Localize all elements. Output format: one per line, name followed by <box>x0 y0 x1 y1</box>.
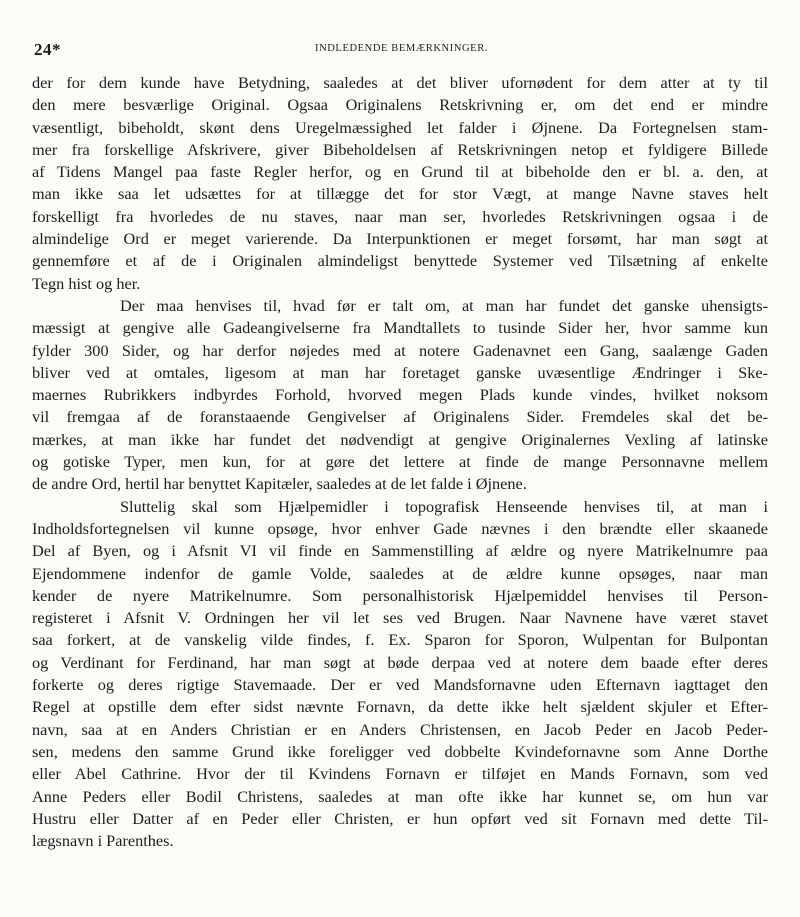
text-line: Regel at opstille dem efter sidst nævnte Fornavn, da dette ikke helt sjældent skjuler et Efter- <box>32 697 768 717</box>
text-line: mer fra forskellige Afskrivere, giver Bibeholdelsen af Retskrivningen netop et fyldigere Billede <box>32 139 768 159</box>
text-line: almindelige Ord er meget varierende. Da Interpunktionen er meget forsømt, har man søgt at <box>32 229 768 249</box>
paragraph-first-line: Der maa henvises til, hvad før er talt om, at man har fundet det ganske uhensigts- <box>120 295 768 315</box>
text-line: den mere besværlige Original. Ogsaa Originalens Retskrivning er, om det end er mindre <box>32 95 768 115</box>
text-line: fylder 300 Sider, og har derfor nøjedes med at notere Gadenavnet een Gang, saalænge Gaden <box>32 340 768 360</box>
text-line: Ejendommene indenfor de gamle Volde, saaledes at de ældre kunne opsøges, naar man <box>32 563 768 583</box>
text-line: kender de nyere Matrikelnumre. Som personalhistorisk Hjælpemiddel henvises til Person- <box>32 585 768 605</box>
page-number: 24* <box>34 40 61 59</box>
text-line: væsentligt, bibeholdt, skønt dens Uregelmæssighed let falder i Øjnene. Da Fortegnelsen stam- <box>32 117 768 137</box>
text-line: vil fremgaa af de foranstaaende Gengivelser af Originalens Sider. Fremdeles skal det be- <box>32 407 768 427</box>
text-line: forkerte og deres rigtige Stavemaade. Der er ved Mandsfornavne uden Efternavn iagttaget den <box>32 675 768 695</box>
text-line: mærkes, at man ikke har fundet det nødvendigt at gengive Originalernes Vexling af latinske <box>32 429 768 449</box>
paragraph-end-line: de andre Ord, hertil har benyttet Kapitæler, saaledes at de let falde i Øjnene. <box>32 474 527 494</box>
text-line: Hustru eller Datter af en Peder eller Christen, er hun opført ved sit Fornavn med dette Til- <box>32 808 768 828</box>
text-line: maernes Rubrikkers indbyrdes Forhold, hvorved megen Plads kunde vindes, hvilket noksom <box>32 385 768 405</box>
text-line: Del af Byen, og i Afsnit VI vil finde en Sammenstilling af ældre og nyere Matrikelnumre paa <box>32 541 768 561</box>
running-head: INDLEDENDE BEMÆRKNINGER. <box>314 43 489 54</box>
text-line: der for dem kunde have Betydning, saaledes at det bliver ufornødent for dem atter at ty til <box>32 73 768 92</box>
text-line: Anne Peders eller Bodil Christens, saaledes at man ofte ikke har kunnet se, om hun var <box>32 786 768 806</box>
paragraph-first-line: Sluttelig skal som Hjælpemidler i topografisk Henseende henvises til, at man i <box>120 496 768 516</box>
text-line: man ikke saa let udsættes for at tillægge det for stor Vægt, at mange Navne staves helt <box>32 184 768 204</box>
text-line: og Verdinant for Ferdinand, har man søgt at bøde derpaa ved at notere dem baade efter deres <box>32 652 768 672</box>
text-line: registeret i Afsnit V. Ordningen her vil let ses ved Brugen. Naar Navnene have været stavet <box>32 608 768 628</box>
paragraph-end-line: lægsnavn i Parenthes. <box>32 831 174 851</box>
paragraph-end-line: Tegn hist og her. <box>32 273 141 293</box>
text-line: sen, medens den samme Grund ikke foreligger ved dobbelte Kvindefornavne som Anne Dorthe <box>32 741 768 761</box>
text-line: forskelligt fra hvorledes de nu staves, naar man ser, hvorledes Retskrivningen ogsaa i de <box>32 206 768 226</box>
text-line: af Tidens Mangel paa faste Regler herfor, og en Grund til at bibeholde den er bl. a. den, at <box>32 162 768 182</box>
text-line: gennemføre et af de i Originalen almindeligst benyttede Systemer ved Tilsætning af enkelte <box>32 251 768 271</box>
text-line: Indholdsfortegnelsen vil kunne opsøge, hvor enhver Gade nævnes i den brændte eller skaanede <box>32 518 768 538</box>
text-line: bliver ved at omtales, ligesom at man har foretaget ganske uvæsentlige Ændringer i Ske- <box>32 362 768 382</box>
text-line: og gotiske Typer, men kun, for at gøre det lettere at finde de mange Personnavne mellem <box>32 452 768 472</box>
body-text <box>32 72 768 852</box>
text-line: saa forkert, at de vanskelig vilde findes, f. Ex. Sparon for Sporon, Wulpentan for Bulpontan <box>32 630 768 650</box>
page-header <box>34 40 769 62</box>
text-line: navn, saa at en Anders Christian er en Anders Christensen, en Jacob Peder en Jacob Peder- <box>32 719 768 739</box>
text-line: eller Abel Cathrine. Hvor der til Kvindens Fornavn er tilføjet en Mands Fornavn, som ved <box>32 764 768 784</box>
text-line: mæssigt at gengive alle Gadeangivelserne fra Mandtallets to tusinde Sider her, hvor samme kun <box>32 318 768 338</box>
